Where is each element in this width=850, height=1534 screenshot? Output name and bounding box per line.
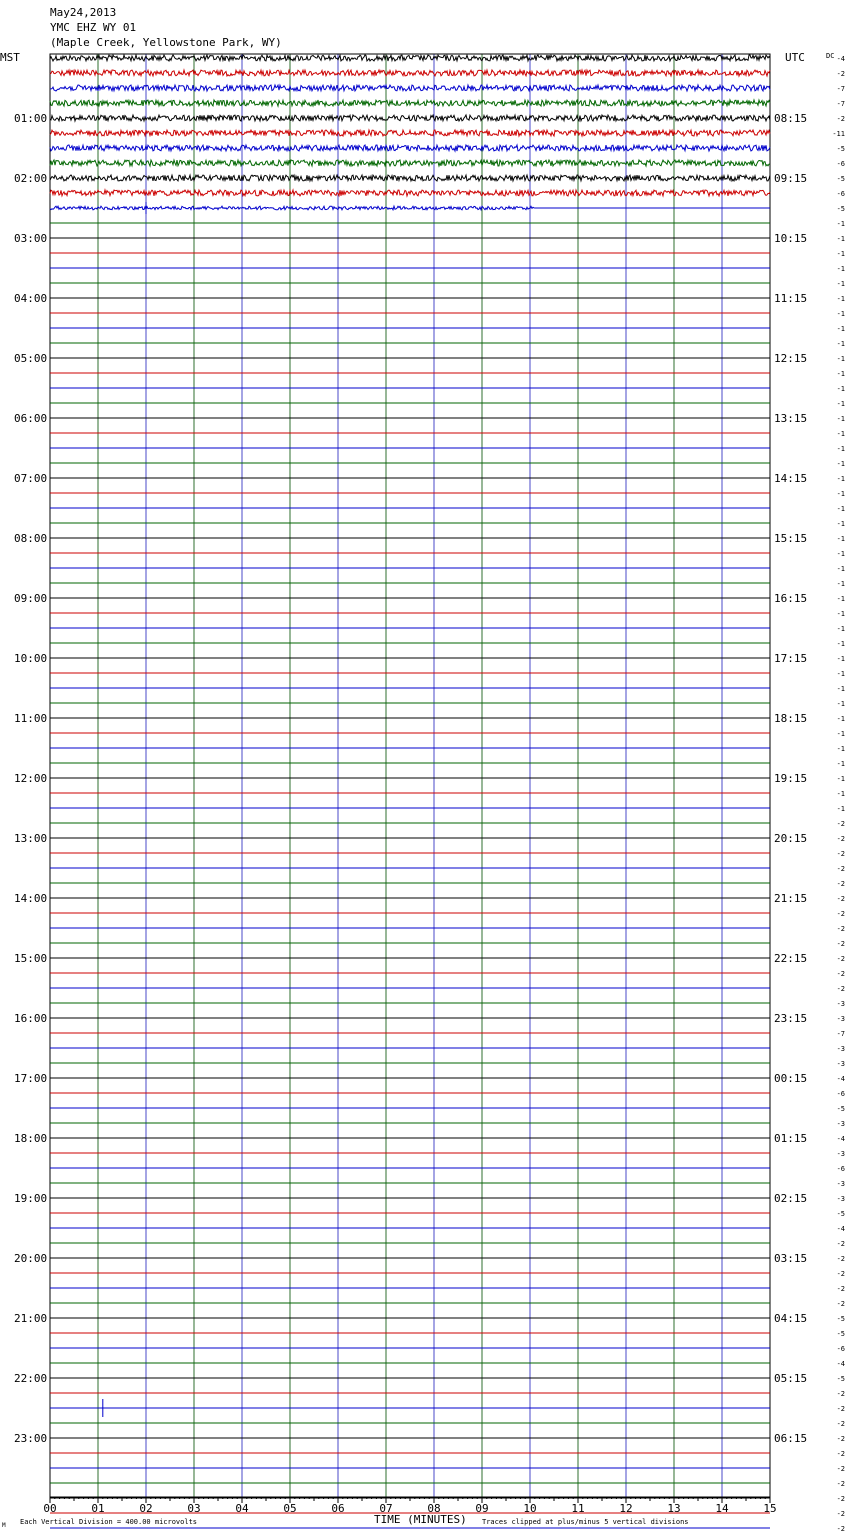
x-tick-label: 15 <box>763 1502 777 1515</box>
dc-offset-label: -1 <box>836 310 845 318</box>
dc-offset-label: -6 <box>836 1165 845 1173</box>
trace-line <box>50 175 770 181</box>
dc-offset-label: -1 <box>836 295 845 303</box>
mst-hour-label: 12:00 <box>14 772 48 785</box>
dc-offset-label: -2 <box>836 835 845 843</box>
dc-offset-label: -1 <box>836 685 845 693</box>
dc-offset-label: -5 <box>836 1105 845 1113</box>
utc-hour-label: 13:15 <box>774 412 808 425</box>
dc-offset-label: -1 <box>836 775 845 783</box>
dc-offset-label: -6 <box>836 1345 845 1353</box>
trace-line <box>50 100 770 106</box>
plot-frame <box>50 54 770 1497</box>
dc-offset-label: -1 <box>836 520 845 528</box>
mst-hour-label: 08:00 <box>14 532 48 545</box>
dc-offset-label: -2 <box>836 1495 845 1503</box>
mst-hour-label: 09:00 <box>14 592 48 605</box>
dc-offset-label: -6 <box>836 160 845 168</box>
dc-offset-label: -4 <box>836 1360 845 1368</box>
dc-offset-label: -2 <box>836 1450 845 1458</box>
dc-offset-label: -1 <box>836 460 845 468</box>
dc-offset-label: -2 <box>836 955 845 963</box>
mst-hour-label: 20:00 <box>14 1252 48 1265</box>
dc-offset-label: -1 <box>836 655 845 663</box>
dc-offset-label: -2 <box>836 1465 845 1473</box>
dc-offset-label: -3 <box>836 1195 845 1203</box>
dc-offset-label: -1 <box>836 790 845 798</box>
dc-offset-label: -3 <box>836 1180 845 1188</box>
mst-hour-label: 17:00 <box>14 1072 48 1085</box>
utc-hour-label: 19:15 <box>774 772 808 785</box>
dc-offset-label: -1 <box>836 625 845 633</box>
dc-offset-label: -1 <box>836 250 845 258</box>
dc-offset-label: -1 <box>836 700 845 708</box>
dc-offset-label: -5 <box>836 175 845 183</box>
grid <box>50 54 770 1497</box>
dc-offset-label: -3 <box>836 1120 845 1128</box>
x-axis-title: TIME (MINUTES) <box>374 1513 467 1526</box>
dc-offset-label: -2 <box>836 70 845 78</box>
dc-offset-label: -2 <box>836 880 845 888</box>
mst-hour-label: 22:00 <box>14 1372 48 1385</box>
mst-hour-label: 18:00 <box>14 1132 48 1145</box>
dc-offset-label: -2 <box>836 850 845 858</box>
utc-hour-label: 02:15 <box>774 1192 808 1205</box>
station-label: YMC EHZ WY 01 <box>50 21 137 34</box>
dc-offset-label: -3 <box>836 1045 845 1053</box>
dc-offset-label: -2 <box>836 895 845 903</box>
dc-offset-label: -5 <box>836 1210 845 1218</box>
x-tick-label: 03 <box>187 1502 201 1515</box>
mst-hour-label: 15:00 <box>14 952 48 965</box>
dc-offset-label: -5 <box>836 145 845 153</box>
dc-offset-label: -7 <box>836 85 845 93</box>
dc-offset-label: -2 <box>836 1420 845 1428</box>
header <box>0 6 834 64</box>
trace-line <box>50 145 770 151</box>
dc-offset-label: -2 <box>836 865 845 873</box>
trace-line <box>50 206 770 210</box>
mst-hour-label: 05:00 <box>14 352 48 365</box>
utc-hour-label: 23:15 <box>774 1012 808 1025</box>
dc-offset-label: -11 <box>832 130 845 138</box>
dc-offset-label: -2 <box>836 1270 845 1278</box>
utc-hour-label: 12:15 <box>774 352 808 365</box>
dc-offset-label: -1 <box>836 490 845 498</box>
mst-hour-label: 14:00 <box>14 892 48 905</box>
dc-offset-label: -1 <box>836 760 845 768</box>
x-tick-label: 05 <box>283 1502 297 1515</box>
corner-mark: M <box>2 1522 6 1529</box>
dc-offset-label: -2 <box>836 1435 845 1443</box>
dc-offset-label: -5 <box>836 1330 845 1338</box>
mst-hour-label: 04:00 <box>14 292 48 305</box>
dc-offset-label: -7 <box>836 1030 845 1038</box>
dc-offset-label: -1 <box>836 535 845 543</box>
mst-hour-label: 07:00 <box>14 472 48 485</box>
dc-offset-label: -2 <box>836 970 845 978</box>
x-tick-label: 02 <box>139 1502 153 1515</box>
x-tick-label: 04 <box>235 1502 249 1515</box>
mst-hour-label: 02:00 <box>14 172 48 185</box>
trace-line <box>50 130 770 136</box>
utc-hour-label: 17:15 <box>774 652 808 665</box>
utc-hour-label: 16:15 <box>774 592 808 605</box>
utc-hour-label: 11:15 <box>774 292 808 305</box>
dc-offset-label: -4 <box>836 1225 845 1233</box>
utc-hour-label: 15:15 <box>774 532 808 545</box>
dc-offset-label: -2 <box>836 820 845 828</box>
dc-offset-label: -1 <box>836 475 845 483</box>
dc-offset-label: -1 <box>836 430 845 438</box>
mst-hour-label: 11:00 <box>14 712 48 725</box>
x-tick-label: 07 <box>379 1502 393 1515</box>
dc-offset-label: -3 <box>836 1060 845 1068</box>
dc-offset-label: -2 <box>836 1255 845 1263</box>
x-tick-label: 00 <box>43 1502 57 1515</box>
dc-offset-label: -1 <box>836 265 845 273</box>
dc-offset-label: -2 <box>836 1285 845 1293</box>
x-tick-label: 10 <box>523 1502 537 1515</box>
utc-label: UTC <box>785 51 805 64</box>
dc-offset-label: -2 <box>836 925 845 933</box>
x-tick-label: 11 <box>571 1502 585 1515</box>
dc-offset-label: -4 <box>836 1135 845 1143</box>
mst-hour-labels <box>14 112 47 1445</box>
dc-offset-label: -1 <box>836 280 845 288</box>
dc-offset-label: -1 <box>836 715 845 723</box>
dc-offset-label: -6 <box>836 1090 845 1098</box>
mst-hour-label: 06:00 <box>14 412 48 425</box>
x-tick-label: 08 <box>427 1502 441 1515</box>
dc-offset-label: -1 <box>836 220 845 228</box>
x-tick-label: 12 <box>619 1502 633 1515</box>
dc-offset-label: -2 <box>836 910 845 918</box>
dc-offset-label: -1 <box>836 670 845 678</box>
utc-hour-label: 00:15 <box>774 1072 808 1085</box>
dc-offset-label: -2 <box>836 1510 845 1518</box>
dc-offset-label: -1 <box>836 640 845 648</box>
dc-offset-label: -3 <box>836 1015 845 1023</box>
dc-offset-label: -5 <box>836 1315 845 1323</box>
traces <box>50 55 770 1534</box>
utc-hour-label: 18:15 <box>774 712 808 725</box>
x-tick-label: 01 <box>91 1502 105 1515</box>
dc-offset-label: -1 <box>836 235 845 243</box>
dc-offset-label: -1 <box>836 355 845 363</box>
scale-label: Each Vertical Division = 400.00 microvolts <box>20 1518 198 1526</box>
trace-line <box>50 160 770 166</box>
dc-offset-label: -1 <box>836 505 845 513</box>
trace-line <box>50 190 770 196</box>
utc-hour-label: 01:15 <box>774 1132 808 1145</box>
trace-line <box>50 115 770 121</box>
date-label: May24,2013 <box>50 6 117 19</box>
dc-offset-label: -5 <box>836 1375 845 1383</box>
utc-hour-label: 06:15 <box>774 1432 808 1445</box>
dc-offset-label: -2 <box>836 940 845 948</box>
mst-hour-label: 01:00 <box>14 112 48 125</box>
utc-hour-label: 04:15 <box>774 1312 808 1325</box>
dc-offset-label: -1 <box>836 340 845 348</box>
dc-offset-label: -2 <box>836 1300 845 1308</box>
utc-hour-label: 14:15 <box>774 472 808 485</box>
trace-line <box>50 85 770 91</box>
x-tick-label: 14 <box>715 1502 729 1515</box>
mst-label: MST <box>0 51 20 64</box>
trace-line <box>50 55 770 61</box>
dc-offset-label: -2 <box>836 1390 845 1398</box>
mst-hour-label: 23:00 <box>14 1432 48 1445</box>
dc-offset-label: -1 <box>836 730 845 738</box>
x-tick-label: 06 <box>331 1502 345 1515</box>
dc-offset-label: -1 <box>836 595 845 603</box>
footer <box>2 1513 689 1529</box>
dc-offset-label: -1 <box>836 445 845 453</box>
utc-hour-label: 21:15 <box>774 892 808 905</box>
dc-offset-label: -1 <box>836 370 845 378</box>
dc-offset-label: -4 <box>836 55 845 63</box>
trace-line <box>50 70 770 76</box>
x-tick-label: 09 <box>475 1502 489 1515</box>
utc-hour-label: 22:15 <box>774 952 808 965</box>
mst-hour-label: 10:00 <box>14 652 48 665</box>
dc-offset-label: -1 <box>836 550 845 558</box>
dc-offset-label: -1 <box>836 325 845 333</box>
dc-offset-label: -1 <box>836 745 845 753</box>
dc-offset-label: -3 <box>836 1150 845 1158</box>
mst-hour-label: 19:00 <box>14 1192 48 1205</box>
dc-offset-label: -2 <box>836 1525 845 1533</box>
dc-offset-label: -1 <box>836 400 845 408</box>
dc-offset-label: -2 <box>836 1240 845 1248</box>
dc-offset-label: -3 <box>836 1000 845 1008</box>
mst-hour-label: 13:00 <box>14 832 48 845</box>
dc-offset-label: -1 <box>836 580 845 588</box>
dc-offset-label: -1 <box>836 385 845 393</box>
dc-offset-label: -2 <box>836 1405 845 1413</box>
x-tick-label: 13 <box>667 1502 681 1515</box>
location-label: (Maple Creek, Yellowstone Park, WY) <box>50 36 282 49</box>
dc-offset-label: -1 <box>836 415 845 423</box>
utc-hour-labels <box>774 112 807 1445</box>
utc-hour-label: 10:15 <box>774 232 808 245</box>
clip-label: Traces clipped at plus/minus 5 vertical divisions <box>482 1518 689 1526</box>
dc-offset-label: -6 <box>836 190 845 198</box>
dc-label: DC <box>826 52 835 60</box>
dc-offset-label: -2 <box>836 985 845 993</box>
mst-hour-label: 03:00 <box>14 232 48 245</box>
utc-hour-label: 05:15 <box>774 1372 808 1385</box>
dc-offset-label: -2 <box>836 1480 845 1488</box>
dc-offset-label: -4 <box>836 1075 845 1083</box>
mst-hour-label: 21:00 <box>14 1312 48 1325</box>
utc-hour-label: 09:15 <box>774 172 808 185</box>
utc-hour-label: 08:15 <box>774 112 808 125</box>
utc-hour-label: 03:15 <box>774 1252 808 1265</box>
mst-hour-label: 16:00 <box>14 1012 48 1025</box>
dc-offset-label: -1 <box>836 610 845 618</box>
dc-offset-label: -1 <box>836 565 845 573</box>
dc-offset-label: -2 <box>836 115 845 123</box>
dc-offset-label: -5 <box>836 205 845 213</box>
dc-offset-label: -1 <box>836 805 845 813</box>
dc-offset-labels <box>832 55 845 1534</box>
dc-offset-label: -7 <box>836 100 845 108</box>
utc-hour-label: 20:15 <box>774 832 808 845</box>
